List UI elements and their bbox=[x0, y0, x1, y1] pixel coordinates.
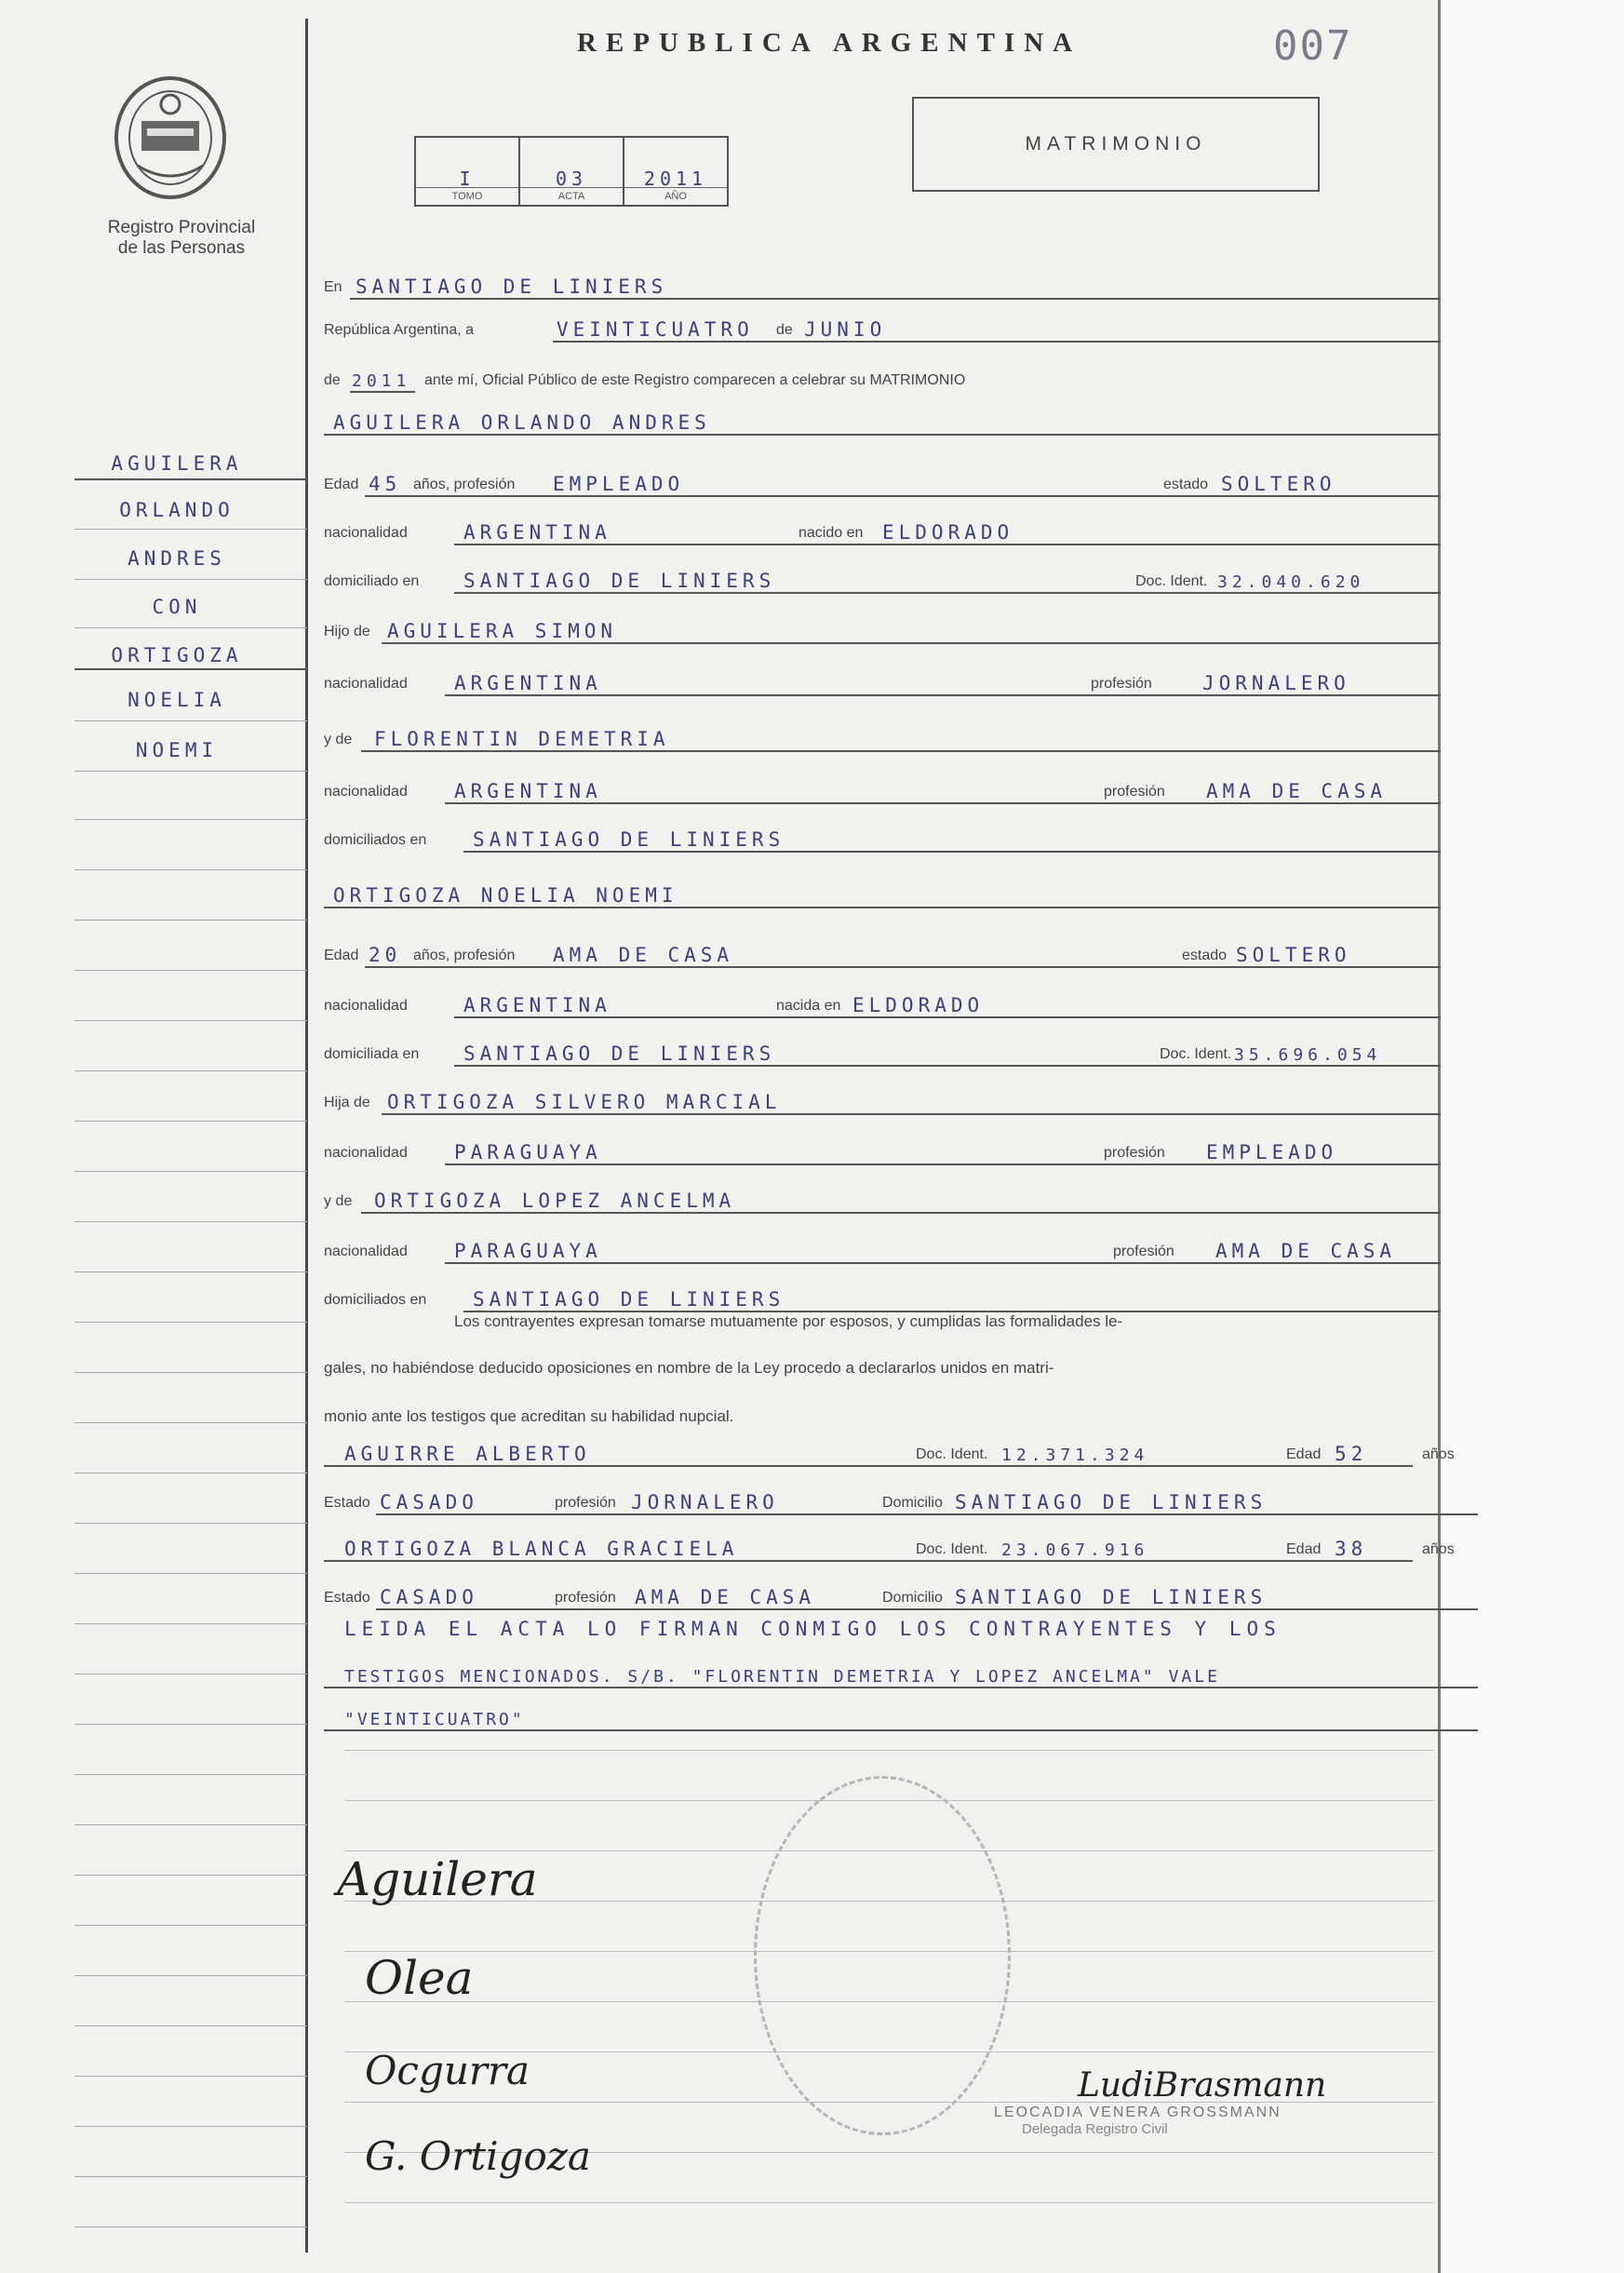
tomo-cell bbox=[415, 137, 519, 206]
line-rule bbox=[324, 434, 1441, 436]
witness-name: AGUIRRE ALBERTO bbox=[344, 1443, 591, 1465]
month-value: JUNIO bbox=[804, 318, 887, 341]
line-rule bbox=[454, 1016, 1441, 1018]
de-label: de bbox=[776, 322, 793, 338]
line-rule bbox=[445, 1163, 1441, 1165]
index-rule bbox=[74, 1171, 307, 1172]
index-rule bbox=[74, 1975, 307, 1976]
index-rule bbox=[74, 1875, 307, 1876]
age-unit-label: años bbox=[1422, 1541, 1455, 1557]
groom-father-profession: JORNALERO bbox=[1202, 672, 1350, 694]
official-signature-block bbox=[994, 2066, 1327, 2137]
acta-cell bbox=[519, 137, 624, 206]
index-entry: NOEMI bbox=[135, 739, 219, 761]
witness-2-row bbox=[324, 1527, 1478, 1564]
line-rule bbox=[463, 851, 1441, 853]
doc-label: Doc. Ident. bbox=[916, 1541, 988, 1557]
index-rule bbox=[74, 668, 307, 670]
year-value: 2011 bbox=[352, 371, 411, 391]
index-entry: CON bbox=[152, 596, 202, 618]
declaration-text: monio ante los testigos que acreditan su habilidad nupcial. bbox=[324, 1407, 734, 1425]
line-rule bbox=[324, 1729, 1478, 1731]
tomo-value: I bbox=[459, 168, 476, 190]
index-rule bbox=[74, 970, 307, 971]
witness-state: CASADO bbox=[380, 1586, 478, 1608]
bride-mother-nationality: PARAGUAYA bbox=[454, 1240, 602, 1262]
profession-label: profesión bbox=[1091, 676, 1152, 692]
parents-address-label: domiciliados en bbox=[324, 1292, 427, 1308]
bride-name: ORTIGOZA NOELIA NOEMI bbox=[333, 884, 678, 907]
bride-nationality-row bbox=[324, 983, 1441, 1020]
doc-label: Doc. Ident. bbox=[916, 1446, 988, 1462]
line-rule bbox=[361, 750, 1441, 752]
line-rule bbox=[344, 2202, 1433, 2203]
declaration-line-1 bbox=[324, 1299, 1441, 1337]
groom-address-row bbox=[324, 558, 1441, 596]
index-rule bbox=[74, 920, 307, 921]
background-surface bbox=[1441, 0, 1624, 2273]
margin-divider bbox=[305, 19, 308, 2253]
groom-signature: Aguilera bbox=[337, 1852, 538, 1906]
witness-profession: JORNALERO bbox=[631, 1491, 779, 1513]
official-name: LEOCADIA VENERA GROSSMANN bbox=[994, 2105, 1282, 2120]
bride-mother: ORTIGOZA LOPEZ ANCELMA bbox=[374, 1190, 736, 1212]
age-label: Edad bbox=[324, 948, 359, 963]
index-rule bbox=[74, 869, 307, 870]
profession-label: profesión bbox=[1104, 784, 1165, 800]
groom-name-row bbox=[324, 400, 1441, 437]
index-rule bbox=[74, 1121, 307, 1122]
bride-parents-address: SANTIAGO DE LINIERS bbox=[473, 1288, 785, 1311]
doc-label: Doc. Ident. bbox=[1160, 1046, 1232, 1062]
bride-father-profession: EMPLEADO bbox=[1206, 1141, 1338, 1163]
place-value: SANTIAGO DE LINIERS bbox=[356, 276, 668, 298]
index-rule bbox=[74, 579, 307, 580]
witness-state: CASADO bbox=[380, 1491, 478, 1513]
index-rule bbox=[74, 1523, 307, 1524]
groom-father-row bbox=[324, 609, 1441, 646]
year-caption: AÑO bbox=[624, 187, 727, 205]
groom-state: SOLTERO bbox=[1221, 473, 1336, 495]
page-title: REPUBLICA ARGENTINA bbox=[577, 28, 1082, 58]
index-rule bbox=[74, 771, 307, 772]
groom-parents-address: SANTIAGO DE LINIERS bbox=[473, 828, 785, 851]
closing-line-2 bbox=[324, 1653, 1478, 1690]
bride-address: SANTIAGO DE LINIERS bbox=[463, 1042, 776, 1065]
nationality-label: nacionalidad bbox=[324, 676, 408, 692]
groom-father-nat-row bbox=[324, 661, 1441, 698]
closing-line-1 bbox=[324, 1607, 1478, 1644]
index-rule bbox=[74, 1774, 307, 1775]
witness-1-signature: Ocgurra bbox=[365, 2048, 530, 2093]
state-label: Estado bbox=[324, 1495, 370, 1511]
nationality-label: nacionalidad bbox=[324, 784, 408, 800]
witness-2-signature: G. Ortigoza bbox=[365, 2133, 591, 2179]
line-rule bbox=[445, 802, 1441, 804]
age-unit-label: años bbox=[1422, 1446, 1455, 1462]
age-label: Edad bbox=[1286, 1541, 1322, 1557]
groom-mother-profession: AMA DE CASA bbox=[1206, 780, 1388, 802]
line-rule bbox=[324, 1560, 1413, 1562]
groom-address: SANTIAGO DE LINIERS bbox=[463, 570, 776, 592]
nationality-label: nacionalidad bbox=[324, 525, 408, 541]
declaration-text: gales, no habiéndose deducido oposiciones en nombre de la Ley procedo a declararlos unidos en matri- bbox=[324, 1359, 1054, 1377]
tomo-caption: TOMO bbox=[416, 187, 518, 205]
index-rule bbox=[74, 1824, 307, 1825]
groom-born: ELDORADO bbox=[882, 521, 1014, 544]
groom-age: 45 bbox=[369, 473, 402, 495]
line-rule bbox=[344, 1750, 1433, 1751]
closing-text: TESTIGOS MENCIONADOS. S/B. "FLORENTIN DEMETRIA Y LOPEZ ANCELMA" VALE bbox=[344, 1667, 1220, 1687]
index-rule bbox=[74, 720, 307, 721]
bride-state: SOLTERO bbox=[1236, 944, 1351, 966]
reference-table bbox=[414, 136, 729, 207]
witness-address: SANTIAGO DE LINIERS bbox=[955, 1491, 1268, 1513]
witness-1-row bbox=[324, 1432, 1478, 1469]
index-rule bbox=[74, 2126, 307, 2127]
witness-profession: AMA DE CASA bbox=[635, 1586, 816, 1608]
intro-date-row bbox=[324, 307, 1441, 344]
index-rule bbox=[74, 1623, 307, 1624]
ante-text: ante mí, Oficial Público de este Registro comparecen a celebrar su MATRIMONIO bbox=[424, 372, 966, 388]
nationality-label: nacionalidad bbox=[324, 998, 408, 1014]
nationality-label: nacionalidad bbox=[324, 1145, 408, 1161]
line-rule bbox=[365, 966, 1441, 968]
index-rule bbox=[74, 1573, 307, 1574]
state-label: estado bbox=[1182, 948, 1228, 963]
born-label: nacido en bbox=[799, 525, 864, 541]
father-label: Hijo de bbox=[324, 624, 370, 639]
groom-nationality-row bbox=[324, 510, 1441, 547]
address-label: domiciliado en bbox=[324, 573, 420, 589]
year-value: 2011 bbox=[643, 168, 708, 190]
profession-label: profesión bbox=[1113, 1244, 1174, 1259]
age-label: Edad bbox=[1286, 1446, 1322, 1462]
registry-stamp bbox=[754, 1776, 1011, 2135]
witness-age: 38 bbox=[1335, 1538, 1368, 1560]
line-rule bbox=[324, 1687, 1478, 1688]
groom-mother-nationality: ARGENTINA bbox=[454, 780, 602, 802]
groom-father-nationality: ARGENTINA bbox=[454, 672, 602, 694]
witness-address: SANTIAGO DE LINIERS bbox=[955, 1586, 1268, 1608]
address-label: Domicilio bbox=[882, 1590, 943, 1606]
groom-profession: EMPLEADO bbox=[553, 473, 685, 495]
index-rule bbox=[74, 1372, 307, 1373]
line-rule bbox=[454, 592, 1441, 594]
witness-doc: 23.067.916 bbox=[1001, 1540, 1149, 1560]
bride-nationality: ARGENTINA bbox=[463, 994, 611, 1016]
witness-age: 52 bbox=[1335, 1443, 1368, 1465]
profession-label: profesión bbox=[555, 1495, 616, 1511]
line-rule bbox=[324, 907, 1441, 908]
line-rule bbox=[365, 495, 1441, 497]
groom-mother-row bbox=[324, 717, 1441, 754]
profession-label: profesión bbox=[555, 1590, 616, 1606]
line-rule bbox=[382, 642, 1441, 644]
line-rule bbox=[350, 298, 1441, 300]
index-rule bbox=[74, 1020, 307, 1021]
registry-label bbox=[65, 218, 298, 259]
intro-place-row bbox=[324, 264, 1441, 302]
parents-address-label: domiciliados en bbox=[324, 832, 427, 848]
index-rule bbox=[74, 1070, 307, 1071]
index-rule bbox=[74, 478, 307, 480]
folio-number: 007 bbox=[1273, 22, 1353, 70]
witness-doc: 12.371.324 bbox=[1001, 1446, 1149, 1465]
witness-1-detail-row bbox=[324, 1480, 1478, 1517]
groom-father: AGUILERA SIMON bbox=[387, 620, 618, 642]
age-label: Edad bbox=[324, 477, 359, 492]
index-rule bbox=[74, 2076, 307, 2077]
groom-parents-address-row bbox=[324, 817, 1441, 854]
nationality-label: nacionalidad bbox=[324, 1244, 408, 1259]
index-rule bbox=[74, 2025, 307, 2026]
index-rule bbox=[74, 1322, 307, 1323]
line-rule bbox=[445, 694, 1441, 696]
declaration-text: Los contrayentes expresan tomarse mutuamente por esposos, y cumplidas las formalidades le- bbox=[454, 1312, 1123, 1330]
declaration-line-3 bbox=[324, 1394, 1441, 1432]
line-rule bbox=[361, 1212, 1441, 1214]
intro-year-row bbox=[324, 357, 1441, 395]
line-rule bbox=[376, 1513, 1478, 1515]
bride-mother-nat-row bbox=[324, 1229, 1441, 1266]
line-rule bbox=[454, 1065, 1441, 1067]
bride-profession: AMA DE CASA bbox=[553, 944, 734, 966]
index-entry: NOELIA bbox=[128, 689, 226, 711]
declaration-line-2 bbox=[324, 1346, 1441, 1383]
bride-age: 20 bbox=[369, 944, 402, 966]
acta-value: 03 bbox=[555, 168, 588, 190]
groom-mother-nat-row bbox=[324, 769, 1441, 806]
provincial-seal-icon bbox=[110, 73, 231, 201]
registry-line-1: Registro Provincial bbox=[107, 218, 256, 237]
bride-address-row bbox=[324, 1031, 1441, 1069]
bride-mother-profession: AMA DE CASA bbox=[1215, 1240, 1397, 1262]
index-rule bbox=[74, 627, 307, 628]
line-rule bbox=[350, 391, 415, 393]
bride-doc: 35.696.054 bbox=[1234, 1045, 1382, 1065]
age-unit-label: años, profesión bbox=[413, 477, 516, 492]
index-rule bbox=[74, 1221, 307, 1222]
acta-caption: ACTA bbox=[520, 187, 623, 205]
groom-nationality: ARGENTINA bbox=[463, 521, 611, 544]
line-rule bbox=[324, 1465, 1413, 1467]
witness-name: ORTIGOZA BLANCA GRACIELA bbox=[344, 1538, 739, 1560]
official-title: Delegada Registro Civil bbox=[1022, 2121, 1168, 2137]
act-type-box: MATRIMONIO bbox=[912, 97, 1320, 192]
index-entry: ORTIGOZA bbox=[111, 644, 243, 666]
bride-father-row bbox=[324, 1080, 1441, 1117]
groom-age-row bbox=[324, 462, 1441, 499]
bride-age-row bbox=[324, 933, 1441, 970]
bride-born: ELDORADO bbox=[852, 994, 985, 1016]
closing-line-3 bbox=[324, 1696, 1478, 1733]
closing-text: LEIDA EL ACTA LO FIRMAN CONMIGO LOS CONTRAYENTES Y LOS bbox=[344, 1618, 1282, 1640]
mother-label: y de bbox=[324, 732, 353, 747]
day-value: VEINTICUATRO bbox=[557, 318, 754, 341]
bride-father: ORTIGOZA SILVERO MARCIAL bbox=[387, 1091, 782, 1113]
line-rule bbox=[454, 544, 1441, 545]
en-label: En bbox=[324, 279, 342, 295]
bride-mother-row bbox=[324, 1178, 1441, 1216]
line-rule bbox=[382, 1113, 1441, 1115]
de-label: de bbox=[324, 372, 341, 388]
index-entry: ORLANDO bbox=[119, 499, 235, 521]
profession-label: profesión bbox=[1104, 1145, 1165, 1161]
index-rule bbox=[74, 1724, 307, 1725]
line-rule bbox=[553, 341, 1441, 343]
registry-line-2: de las Personas bbox=[117, 238, 246, 258]
index-rule bbox=[74, 1422, 307, 1423]
index-entry: AGUILERA bbox=[111, 452, 243, 475]
state-label: Estado bbox=[324, 1590, 370, 1606]
mother-label: y de bbox=[324, 1193, 353, 1209]
index-rule bbox=[74, 2176, 307, 2177]
year-cell bbox=[624, 137, 728, 206]
groom-mother: FLORENTIN DEMETRIA bbox=[374, 728, 670, 750]
index-rule bbox=[74, 1271, 307, 1272]
closing-text: "VEINTICUATRO" bbox=[344, 1710, 525, 1729]
state-label: estado bbox=[1163, 477, 1209, 492]
address-label: domiciliada en bbox=[324, 1046, 420, 1062]
father-label: Hija de bbox=[324, 1095, 370, 1110]
index-rule bbox=[74, 1925, 307, 1926]
address-label: Domicilio bbox=[882, 1495, 943, 1511]
groom-doc: 32.040.620 bbox=[1217, 572, 1365, 592]
bride-name-row bbox=[324, 873, 1441, 910]
official-signature: LudiBrasmann bbox=[1078, 2066, 1327, 2105]
bride-signature: Olea bbox=[365, 1951, 474, 2005]
line-rule bbox=[445, 1262, 1441, 1264]
republic-label: República Argentina, a bbox=[324, 322, 474, 338]
groom-name: AGUILERA ORLANDO ANDRES bbox=[333, 411, 711, 434]
index-rule bbox=[74, 529, 307, 530]
age-unit-label: años, profesión bbox=[413, 948, 516, 963]
index-entry: ANDRES bbox=[128, 547, 226, 570]
bride-father-nat-row bbox=[324, 1130, 1441, 1167]
doc-label: Doc. Ident. bbox=[1135, 573, 1208, 589]
index-rule bbox=[74, 2226, 307, 2227]
bride-father-nationality: PARAGUAYA bbox=[454, 1141, 602, 1163]
index-rule bbox=[74, 819, 307, 820]
born-label: nacida en bbox=[776, 998, 841, 1014]
